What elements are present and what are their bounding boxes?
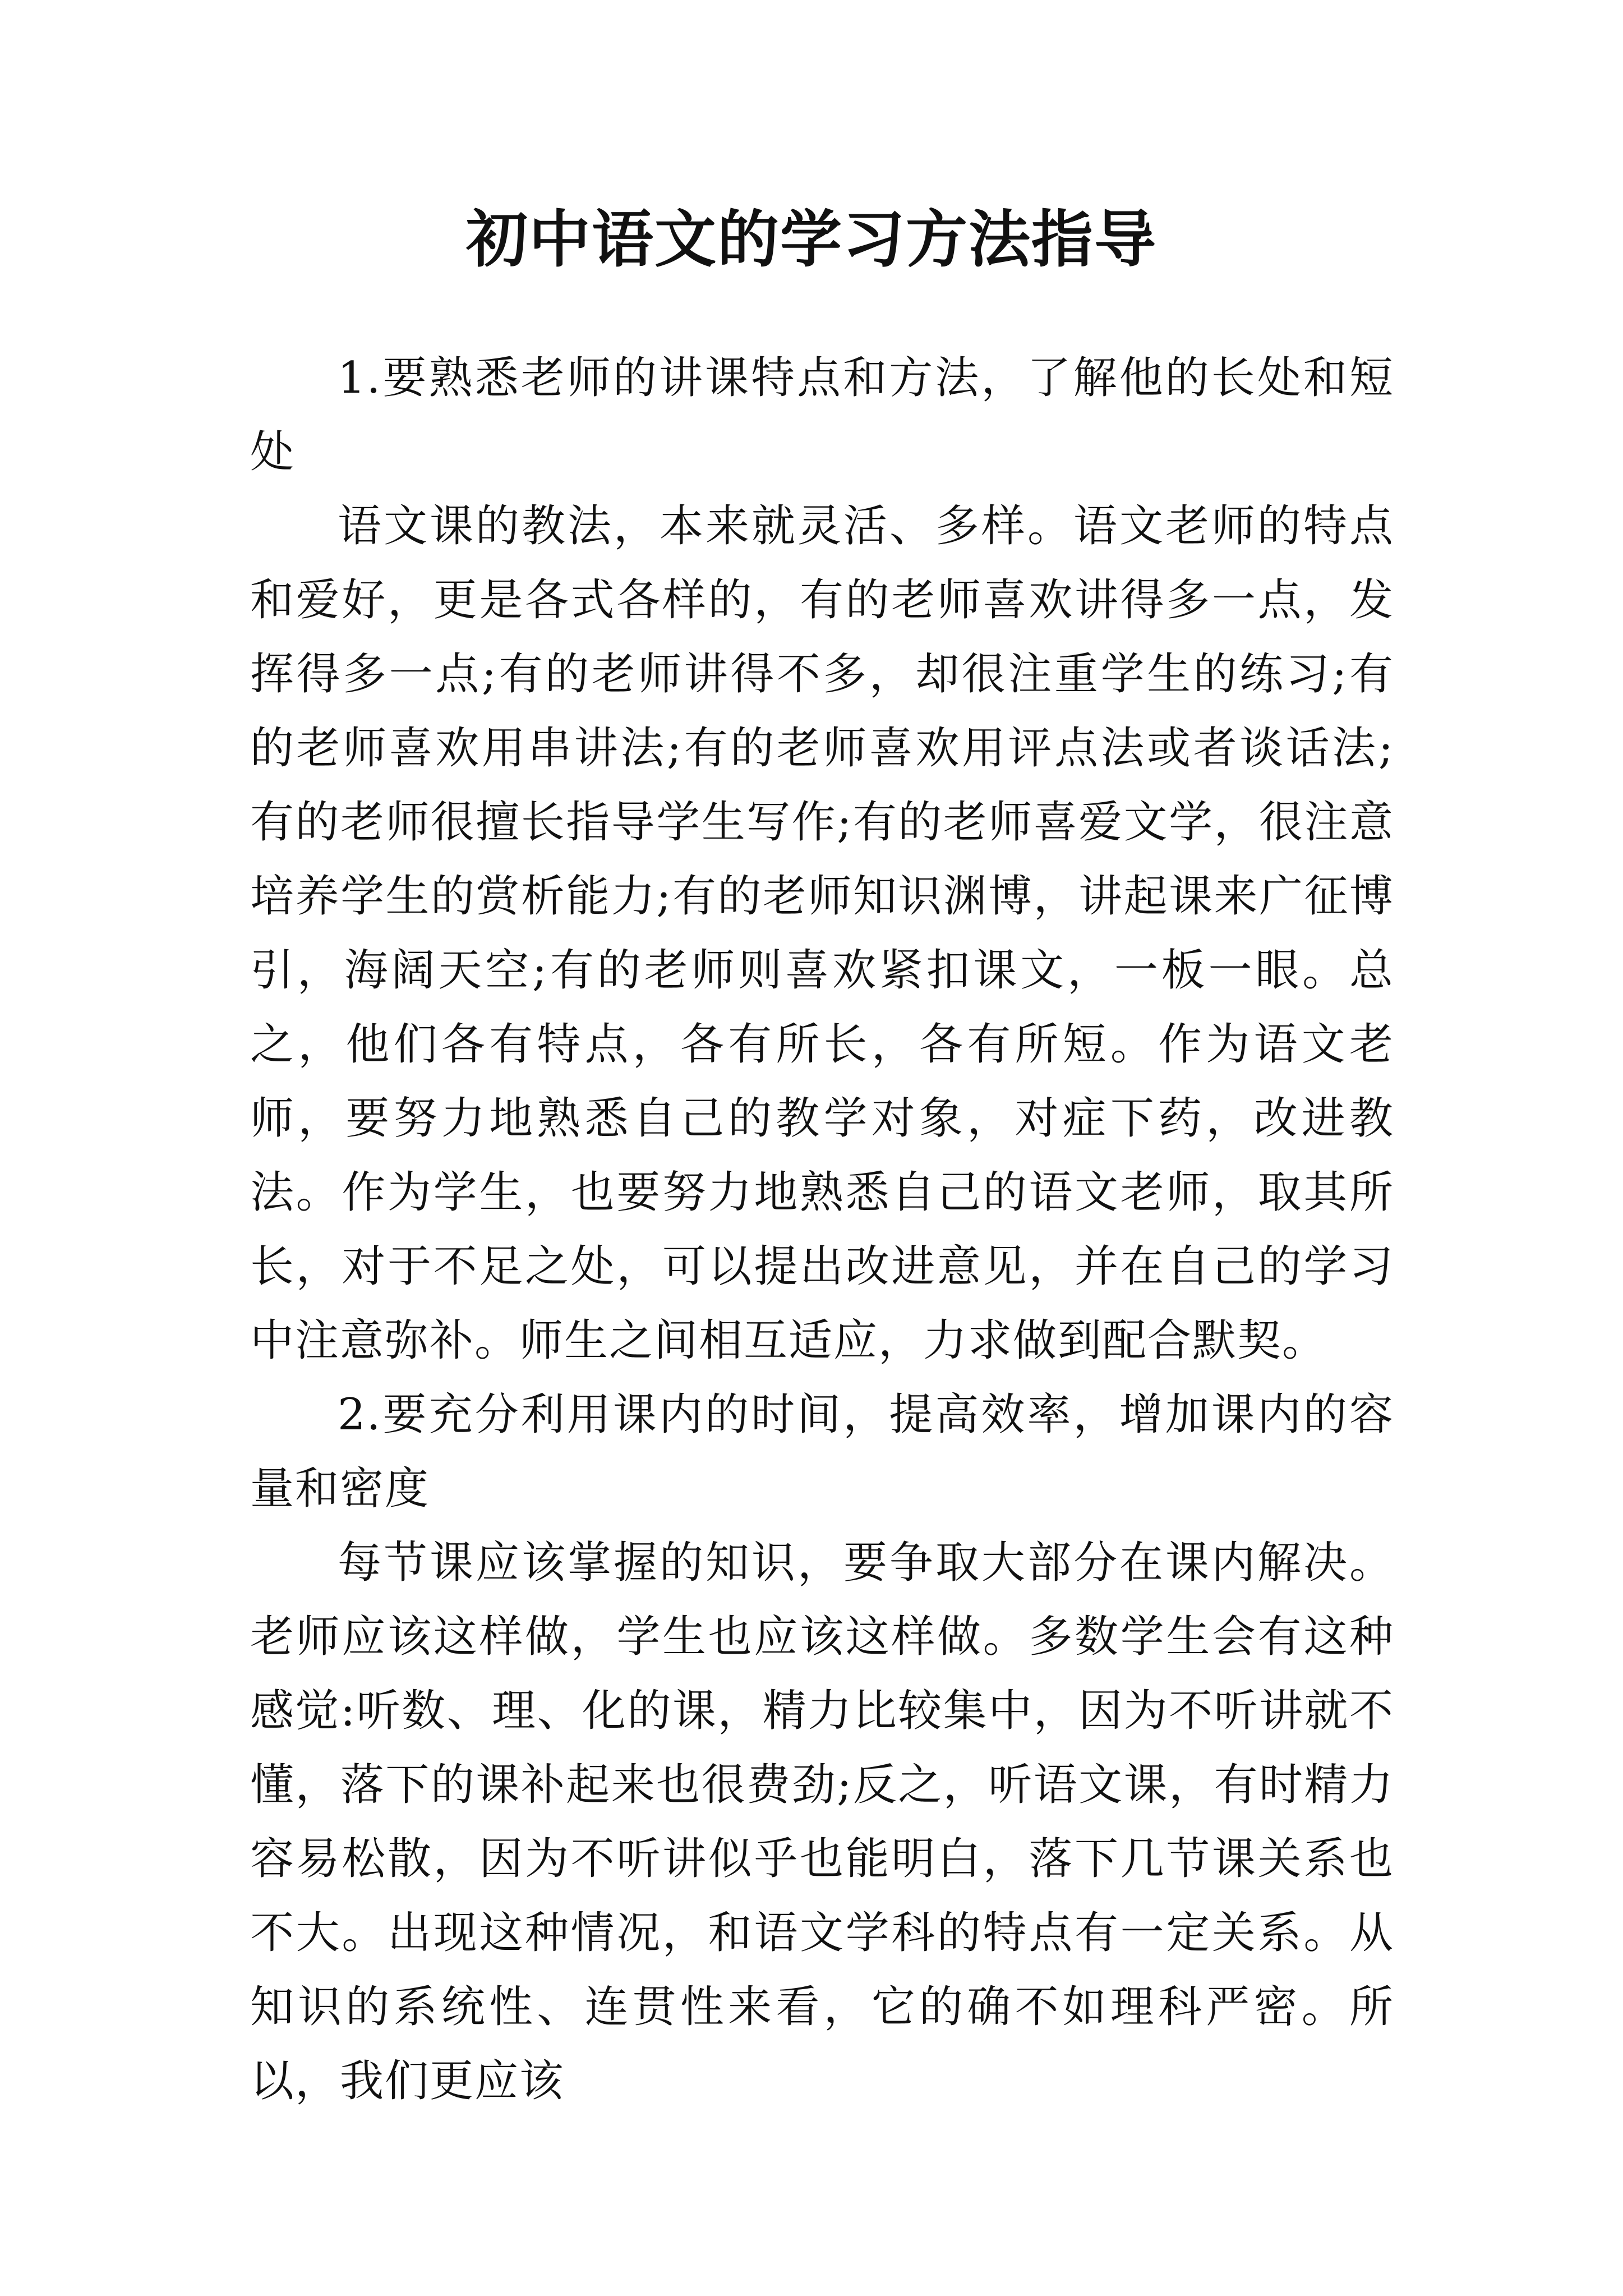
section-heading-2: 2.要充分利用课内的时间，提高效率，增加课内的容量和密度 (250, 1389, 1394, 1514)
document-body (250, 341, 1394, 2118)
section-heading-1: 1.要熟悉老师的讲课特点和方法，了解他的长处和短处 (250, 353, 1394, 477)
document-title: 初中语文的学习方法指导 (466, 203, 1157, 275)
paragraph-1: 语文课的教法，本来就灵活、多样。语文老师的特点和爱好，更是各式各样的，有的老师喜欢讲得多一点，发挥得多一点;有的老师讲得不多，却很注重学生的练习;有的老师喜欢用串讲法;有的老师喜欢用评点法或者谈话法;有的老师很擅长指导学生写作;有的老师喜爱文学，很注意培养学生的赏析能力;有的老师知识渊博，讲起课来广征博引，海阔天空;有的老师则喜欢紧扣课文，一板一眼。总之，他们各有特点，各有所长，各有所短。作为语文老师，要努力地熟悉自己的教学对象，对症下药，改进教法。作为学生，也要努力地熟悉自己的语文老师，取其所长，对于不足之处，可以提出改进意见，并在自己的学习中注意弥补。师生之间相互适应，力求做到配合默契。 (250, 501, 1394, 1366)
paragraph-2: 每节课应该掌握的知识，要争取大部分在课内解决。老师应该这样做，学生也应该这样做。多数学生会有这种感觉:听数、理、化的课，精力比较集中，因为不听讲就不懂，落下的课补起来也很费劲;反之，听语文课，有时精力容易松散，因为不听讲似乎也能明白，落下几节课关系也不大。出现这种情况，和语文学科的特点有一定关系。从知识的系统性、连贯性来看，它的确不如理科严密。所以，我们更应该 (250, 1538, 1394, 2106)
